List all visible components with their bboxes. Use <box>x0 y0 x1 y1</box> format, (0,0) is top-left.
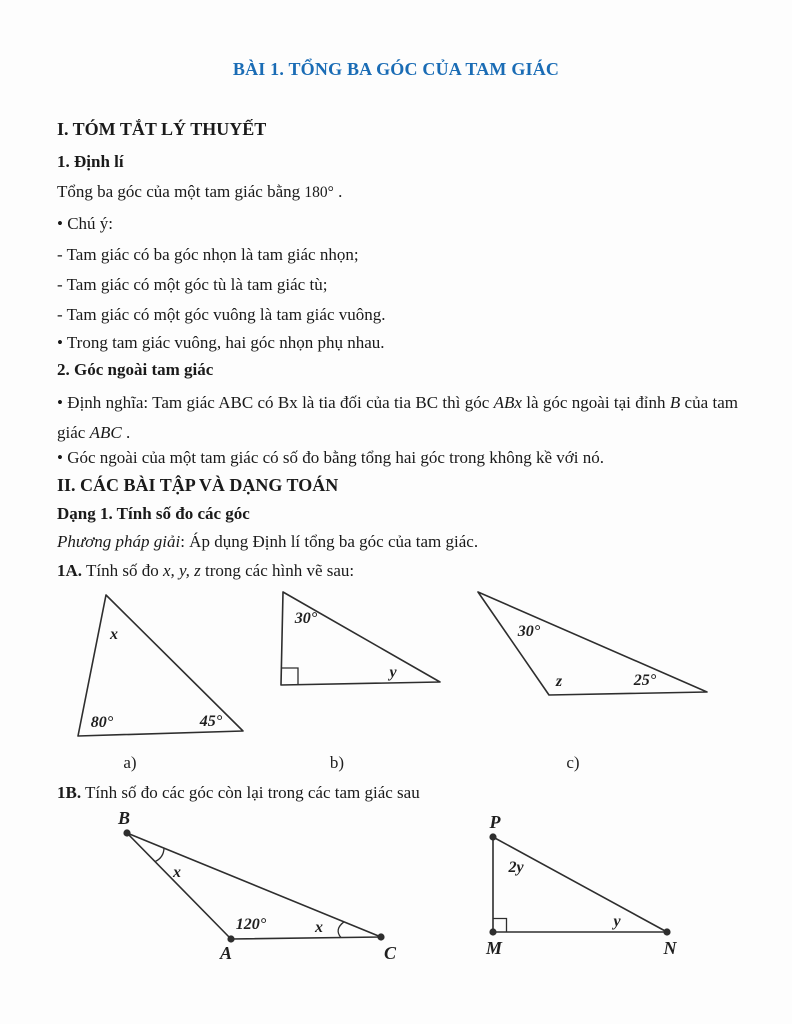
note-vuong: - Tam giác có một góc vuông là tam giác vuông. <box>57 305 386 324</box>
triangle-c-angle-25: 25° <box>633 672 657 689</box>
dn-text-1: • Định nghĩa: Tam giác ABC có Bx là tia đối của tia BC thì góc <box>57 393 494 412</box>
abc-angle-a-120: 120° <box>235 916 267 933</box>
triangle-abc-angle-arc-c <box>338 922 344 938</box>
vertex-n-dot <box>663 928 670 935</box>
triangle-a-angle-x: x <box>110 626 118 643</box>
method-text: : Áp dụng Định lí tổng ba góc của tam giác. <box>180 532 479 551</box>
caption-c: c) <box>566 753 580 772</box>
problem-1a-post: trong các hình vẽ sau: <box>200 561 355 580</box>
dn-math-abx: ABx <box>493 393 522 412</box>
vertex-a-dot <box>227 935 234 942</box>
vertex-c-dot <box>377 933 384 940</box>
triangle-a-angle-80: 80° <box>90 714 114 731</box>
section-theory-heading: I. TÓM TẮT LÝ THUYẾT <box>57 119 267 139</box>
dinhli-heading: 1. Định lí <box>57 152 124 171</box>
problem-1b <box>57 782 738 803</box>
chu-y-bullet: • Chú ý: <box>57 214 114 233</box>
triangle-b-right-angle-mark <box>281 668 298 685</box>
vertex-p-dot <box>489 833 496 840</box>
problem-1b-text: Tính số đo các góc còn lại trong các tam giác sau <box>81 783 420 802</box>
vertex-p-label: P <box>489 812 501 832</box>
dinhli-statement <box>57 181 738 203</box>
problem-1a-vars: x, y, z <box>162 561 201 580</box>
dang1-heading: Dạng 1. Tính số đo các góc <box>57 504 250 523</box>
dn-text-4: . <box>121 423 131 442</box>
triangle-b-angle-y: y <box>389 664 397 681</box>
caption-a: a) <box>123 753 137 772</box>
note-tu: - Tam giác có một góc tù là tam giác tù; <box>57 275 328 294</box>
note-nhon: - Tam giác có ba góc nhọn là tam giác nhọn; <box>57 245 359 264</box>
statement-value: 180° <box>304 184 334 201</box>
dn-text-2: là góc ngoài tại đỉnh <box>521 393 670 412</box>
method-line <box>57 531 738 552</box>
dinh-nghia-paragraph <box>57 388 738 448</box>
gocngoai-sodo-note: • Góc ngoài của một tam giác có số đo bằng tổng hai góc trong không kề với nó. <box>57 448 605 467</box>
statement-period: . <box>333 182 343 201</box>
vertex-c-label: C <box>383 943 397 963</box>
abc-angle-b-x: x <box>173 864 181 881</box>
pmn-angle-p-2y: 2y <box>508 859 524 876</box>
statement-text: Tổng ba góc của một tam giác bằng <box>57 182 305 201</box>
triangle-abc-angle-arc-b <box>155 848 164 861</box>
pmn-angle-n-y: y <box>613 913 621 930</box>
figure-row-1a <box>0 575 792 775</box>
triangle-c-angle-30: 30° <box>517 623 541 640</box>
vertex-m-dot <box>489 928 496 935</box>
problem-1a-label: 1A. <box>57 561 83 580</box>
caption-b: b) <box>329 753 345 772</box>
figure-row-1b <box>0 805 792 980</box>
problem-1b-label: 1B. <box>57 783 82 802</box>
section-exercises-heading: II. CÁC BÀI TẬP VÀ DẠNG TOÁN <box>57 475 339 495</box>
gocngoai-heading: 2. Góc ngoài tam giác <box>57 360 214 379</box>
vertex-b-label: B <box>117 808 131 828</box>
dn-math-b: B <box>669 393 681 412</box>
vertex-n-label: N <box>663 938 677 958</box>
abc-angle-c-x: x <box>315 919 323 936</box>
problem-1a-pre: Tính số đo <box>82 561 163 580</box>
dn-math-abc: ABC <box>89 423 122 442</box>
vuong-phu-nhau-note: • Trong tam giác vuông, hai góc nhọn phụ nhau. <box>57 333 385 352</box>
page-title: BÀI 1. TỔNG BA GÓC CỦA TAM GIÁC <box>232 59 560 79</box>
method-label: Phương pháp giải <box>57 532 181 551</box>
vertex-m-label: M <box>485 938 503 958</box>
triangle-a-angle-45: 45° <box>199 713 223 730</box>
vertex-a-label: A <box>219 943 233 963</box>
triangle-b-outline <box>281 592 440 685</box>
triangle-b-angle-30: 30° <box>294 610 318 627</box>
triangle-c-outline <box>478 592 707 695</box>
vertex-b-dot <box>123 829 130 836</box>
triangle-c-angle-z: z <box>555 673 563 690</box>
triangle-pmn-outline <box>493 837 667 932</box>
dn-text-3: của tam giác <box>57 393 738 442</box>
